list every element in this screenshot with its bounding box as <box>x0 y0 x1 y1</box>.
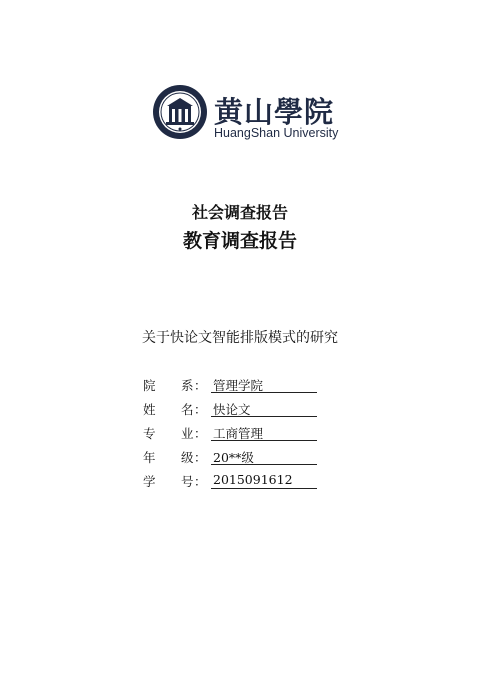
info-label-char-2: 级 <box>181 450 194 465</box>
info-row-student-id <box>143 472 343 496</box>
info-label-char-2: 名 <box>181 402 194 417</box>
info-row-major <box>143 424 343 448</box>
info-label-char-1: 学 <box>143 474 156 489</box>
university-seal-icon <box>152 84 208 140</box>
info-label-char-2: 系 <box>181 378 194 393</box>
info-label-char-1: 姓 <box>143 402 156 417</box>
student-id-value: 2015091612 <box>211 472 317 489</box>
report-type: 社会调查报告 <box>191 203 288 222</box>
university-logo <box>152 82 339 146</box>
info-colon: ： <box>194 450 207 465</box>
info-label-char-2: 号 <box>181 474 194 489</box>
info-colon: ： <box>194 474 207 489</box>
info-label-char-1: 年 <box>143 450 156 465</box>
department-value: 管理学院 <box>211 376 317 393</box>
report-title: 教育调查报告 <box>182 230 297 252</box>
info-row-department <box>143 376 343 400</box>
university-name-cn: 黄山學院 <box>214 95 335 129</box>
info-row-name <box>143 400 343 424</box>
info-row-grade <box>143 448 343 472</box>
info-label-char-1: 专 <box>143 426 156 441</box>
info-label-char-1: 院 <box>143 378 156 393</box>
name-value: 快论文 <box>211 400 317 417</box>
info-colon: ： <box>194 378 207 393</box>
grade-value: 20**级 <box>211 448 317 465</box>
major-value: 工商管理 <box>211 424 317 441</box>
info-colon: ： <box>194 402 207 417</box>
university-name-en: HuangShan University <box>214 126 339 140</box>
student-info <box>143 376 343 496</box>
info-label-char-2: 业 <box>181 426 194 441</box>
paper-title: 关于快论文智能排版模式的研究 <box>142 330 338 346</box>
info-colon: ： <box>194 426 207 441</box>
